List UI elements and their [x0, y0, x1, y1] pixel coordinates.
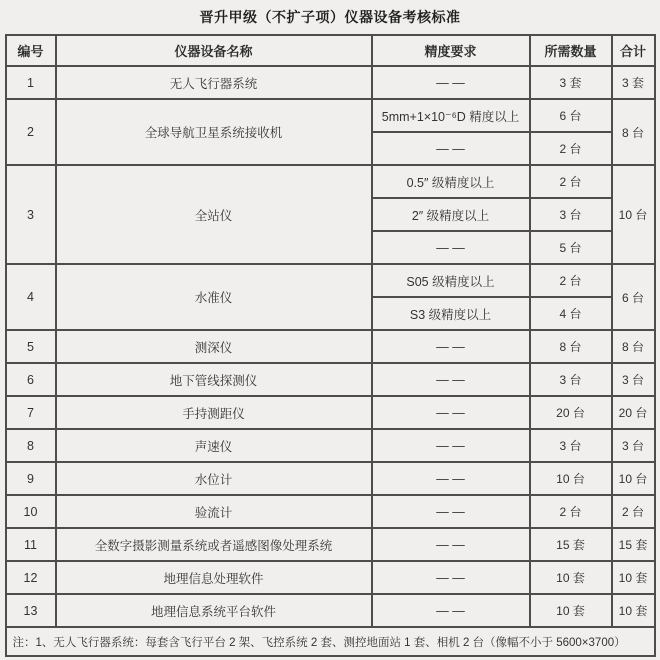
table-row [6, 462, 655, 495]
equipment-name-cell: 无人飞行器系统 [56, 66, 372, 99]
row-number-cell: 13 [6, 594, 56, 627]
equipment-name-cell: 水准仪 [56, 264, 372, 330]
table-row [6, 165, 655, 198]
precision-cell: — — [372, 561, 530, 594]
quantity-cell: 10 套 [530, 561, 612, 594]
equipment-standards-table [5, 34, 656, 657]
precision-cell: S05 级精度以上 [372, 264, 530, 297]
total-cell: 2 台 [612, 495, 655, 528]
precision-cell: 0.5″ 级精度以上 [372, 165, 530, 198]
equipment-name-cell: 测深仪 [56, 330, 372, 363]
quantity-cell: 5 台 [530, 231, 612, 264]
table-row [6, 594, 655, 627]
total-cell: 6 台 [612, 264, 655, 330]
quantity-cell: 8 台 [530, 330, 612, 363]
table-row [6, 66, 655, 99]
table-body [6, 66, 655, 627]
total-cell: 3 台 [612, 429, 655, 462]
row-number-cell: 9 [6, 462, 56, 495]
equipment-name-cell: 地理信息系统平台软件 [56, 594, 372, 627]
table-row [6, 264, 655, 297]
row-number-cell: 3 [6, 165, 56, 264]
row-number-cell: 2 [6, 99, 56, 165]
quantity-cell: 3 台 [530, 363, 612, 396]
row-number-cell: 6 [6, 363, 56, 396]
equipment-name-cell: 声速仪 [56, 429, 372, 462]
quantity-cell: 2 台 [530, 495, 612, 528]
precision-cell: S3 级精度以上 [372, 297, 530, 330]
row-number-cell: 7 [6, 396, 56, 429]
quantity-cell: 6 台 [530, 99, 612, 132]
quantity-cell: 20 台 [530, 396, 612, 429]
row-number-cell: 12 [6, 561, 56, 594]
total-cell: 3 套 [612, 66, 655, 99]
precision-cell: — — [372, 231, 530, 264]
quantity-cell: 3 台 [530, 429, 612, 462]
quantity-cell: 2 台 [530, 132, 612, 165]
table-row [6, 528, 655, 561]
total-cell: 20 台 [612, 396, 655, 429]
precision-cell: — — [372, 528, 530, 561]
precision-cell: — — [372, 330, 530, 363]
total-cell: 15 套 [612, 528, 655, 561]
total-cell: 3 台 [612, 363, 655, 396]
row-number-cell: 4 [6, 264, 56, 330]
quantity-cell: 3 台 [530, 198, 612, 231]
table-row [6, 99, 655, 132]
precision-cell: — — [372, 495, 530, 528]
equipment-name-cell: 全球导航卫星系统接收机 [56, 99, 372, 165]
table-row [6, 561, 655, 594]
table-footer [6, 627, 655, 656]
row-number-cell: 10 [6, 495, 56, 528]
precision-cell: — — [372, 462, 530, 495]
total-cell: 10 台 [612, 165, 655, 264]
quantity-cell: 3 套 [530, 66, 612, 99]
precision-cell: — — [372, 429, 530, 462]
quantity-cell: 2 台 [530, 165, 612, 198]
quantity-cell: 10 套 [530, 594, 612, 627]
precision-cell: — — [372, 594, 530, 627]
precision-cell: 2″ 级精度以上 [372, 198, 530, 231]
total-cell: 10 套 [612, 594, 655, 627]
page-title: 晋升甲级（不扩子项）仪器设备考核标准 [199, 9, 461, 25]
equipment-name-cell: 地下管线探测仪 [56, 363, 372, 396]
header-quantity: 所需数量 [530, 35, 612, 66]
quantity-cell: 10 台 [530, 462, 612, 495]
total-cell: 8 台 [612, 330, 655, 363]
table-row [6, 495, 655, 528]
equipment-name-cell: 地理信息处理软件 [56, 561, 372, 594]
header-name: 仪器设备名称 [56, 35, 372, 66]
footnote-text: 注：1、无人飞行器系统：每套含飞行平台 2 架、飞控系统 2 套、测控地面站 1 套、相机 2 台（像幅不小于 5600×3700） [6, 627, 655, 656]
equipment-name-cell: 验流计 [56, 495, 372, 528]
quantity-cell: 15 套 [530, 528, 612, 561]
table-header [6, 35, 655, 66]
precision-cell: — — [372, 66, 530, 99]
row-number-cell: 11 [6, 528, 56, 561]
header-total: 合计 [612, 35, 655, 66]
quantity-cell: 4 台 [530, 297, 612, 330]
precision-cell: — — [372, 396, 530, 429]
equipment-name-cell: 手持测距仪 [56, 396, 372, 429]
table-row [6, 330, 655, 363]
row-number-cell: 5 [6, 330, 56, 363]
row-number-cell: 1 [6, 66, 56, 99]
total-cell: 8 台 [612, 99, 655, 165]
header-precision: 精度要求 [372, 35, 530, 66]
table-row [6, 429, 655, 462]
row-number-cell: 8 [6, 429, 56, 462]
total-cell: 10 台 [612, 462, 655, 495]
total-cell: 10 套 [612, 561, 655, 594]
header-row [6, 35, 655, 66]
table-row [6, 363, 655, 396]
equipment-name-cell: 全数字摄影测量系统或者遥感图像处理系统 [56, 528, 372, 561]
header-number: 编号 [6, 35, 56, 66]
equipment-name-cell: 全站仪 [56, 165, 372, 264]
precision-cell: 5mm+1×10⁻⁶D 精度以上 [372, 99, 530, 132]
precision-cell: — — [372, 132, 530, 165]
table-row [6, 396, 655, 429]
quantity-cell: 2 台 [530, 264, 612, 297]
precision-cell: — — [372, 363, 530, 396]
equipment-name-cell: 水位计 [56, 462, 372, 495]
note-row [6, 627, 655, 656]
